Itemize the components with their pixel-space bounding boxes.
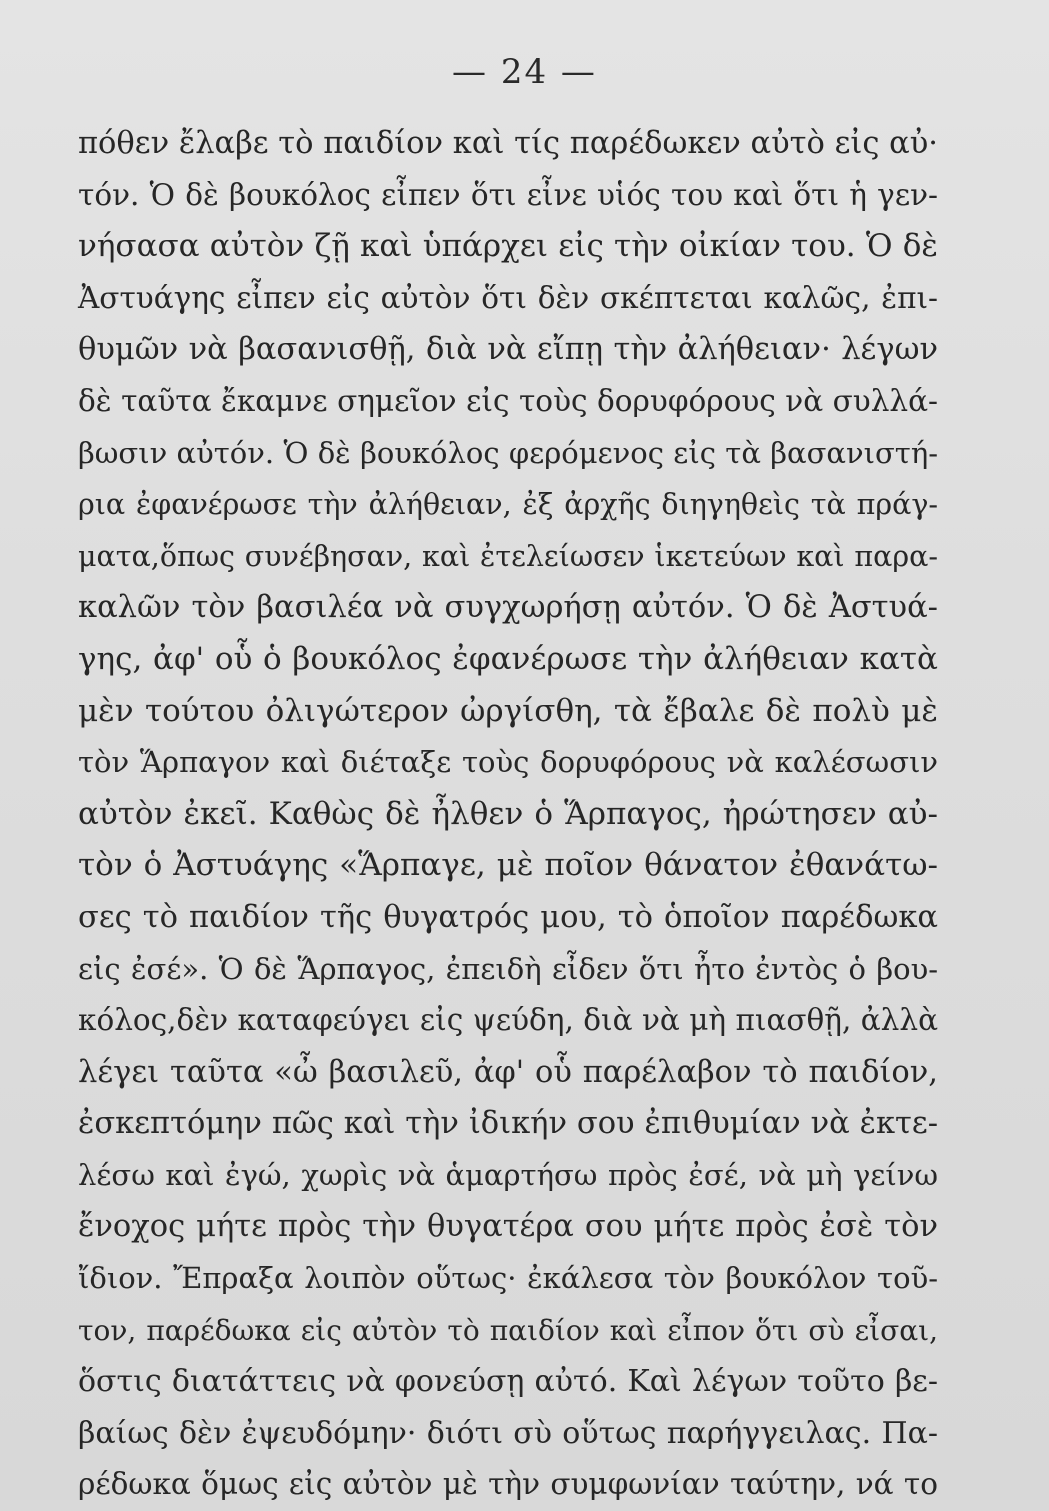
- text-line: κόλος,δὲν καταφεύγει εἰς ψεύδη, διὰ νὰ μὴ πιασθῇ, ἀλλὰ: [78, 1003, 938, 1038]
- text-line: βωσιν αὐτόν. Ὁ δὲ βουκόλος φερόμενος εἰς τὰ βασανιστή-: [78, 435, 938, 470]
- body-text: [78, 118, 938, 1511]
- text-line: τόν. Ὁ δὲ βουκόλος εἶπεν ὅτι εἶνε υἱός του καὶ ὅτι ἡ γεν-: [78, 177, 938, 212]
- text-line: καλῶν τὸν βασιλέα νὰ συγχωρήσῃ αὐτόν. Ὁ δὲ Ἀστυά-: [78, 590, 938, 626]
- text-line: αὐτὸν ἐκεῖ. Καθὼς δὲ ἦλθεν ὁ Ἅρπαγος, ἠρώτησεν αὐ-: [78, 795, 938, 832]
- text-line: πόθεν ἔλαβε τὸ παιδίον καὶ τίς παρέδωκεν αὐτὸ εἰς αὐ·: [78, 126, 938, 161]
- text-line: Ἀστυάγης εἶπεν εἰς αὐτὸν ὅτι δὲν σκέπτεται καλῶς, ἐπι-: [78, 280, 938, 315]
- text-line: δὲ ταῦτα ἔκαμνε σημεῖον εἰς τοὺς δορυφόρους νὰ συλλά-: [78, 383, 938, 418]
- text-line: ματα,ὅπως συνέβησαν, καὶ ἐτελείωσεν ἱκετεύων καὶ παρα-: [78, 539, 938, 573]
- text-line: εἰς ἐσέ». Ὁ δὲ Ἅρπαγος, ἐπειδὴ εἶδεν ὅτι ἦτο ἐντὸς ὁ βου-: [78, 951, 938, 986]
- text-line: λέγει ταῦτα «ὦ βασιλεῦ, ἀφ' οὗ παρέλαβον τὸ παιδίον,: [78, 1054, 938, 1090]
- text-line: βαίως δὲν ἐψευδόμην· διότι σὺ οὕτως παρήγγειλας. Πα-: [78, 1415, 938, 1451]
- text-line: ρια ἐφανέρωσε τὴν ἀλήθειαν, ἐξ ἀρχῆς διηγηθεὶς τὰ πράγ-: [78, 488, 938, 522]
- text-line: γης, ἀφ' οὗ ὁ βουκόλος ἐφανέρωσε τὴν ἀλήθειαν κατὰ: [78, 640, 938, 677]
- text-line: ἐσκεπτόμην πῶς καὶ τὴν ἰδικήν σου ἐπιθυμίαν νὰ ἐκτε-: [78, 1106, 938, 1142]
- text-line: θυμῶν νὰ βασανισθῇ, διὰ νὰ εἴπῃ τὴν ἀλήθειαν· λέγων: [78, 332, 938, 368]
- text-line: νήσασα αὐτὸν ζῇ καὶ ὑπάρχει εἰς τὴν οἰκίαν του. Ὁ δὲ: [78, 228, 938, 265]
- text-line: σες τὸ παιδίον τῆς θυγατρός μου, τὸ ὁποῖον παρέδωκα: [78, 899, 938, 935]
- text-line: τὸν Ἅρπαγον καὶ διέταξε τοὺς δορυφόρους νὰ καλέσωσιν: [78, 745, 938, 780]
- text-line: ρέδωκα ὅμως εἰς αὐτὸν μὲ τὴν συμφωνίαν ταύτην, νά το: [78, 1467, 938, 1502]
- text-line: ἔνοχος μήτε πρὸς τὴν θυγατέρα σου μήτε πρὸς ἐσὲ τὸν: [78, 1209, 938, 1245]
- text-line: μὲν τούτου ὀλιγώτερον ὠργίσθη, τὰ ἔβαλε δὲ πολὺ μὲ: [78, 692, 938, 729]
- text-line: λέσω καὶ ἐγώ, χωρὶς νὰ ἁμαρτήσω πρὸς ἐσέ, νὰ μὴ γείνω: [78, 1157, 938, 1192]
- text-line: τον, παρέδωκα εἰς αὐτὸν τὸ παιδίον καὶ εἶπον ὅτι σὺ εἶσαι,: [78, 1313, 938, 1347]
- text-line: ἴδιον. Ἔπραξα λοιπὸν οὕτως· ἐκάλεσα τὸν βουκόλον τοῦ-: [78, 1261, 938, 1296]
- text-line: ὅστις διατάττεις νὰ φονεύσῃ αὐτό. Καὶ λέγων τοῦτο βε-: [78, 1364, 938, 1400]
- page-number: — 24 —: [452, 52, 597, 92]
- text-line: τὸν ὁ Ἀστυάγης «Ἅρπαγε, μὲ ποῖον θάνατον ἐθανάτω-: [78, 847, 938, 884]
